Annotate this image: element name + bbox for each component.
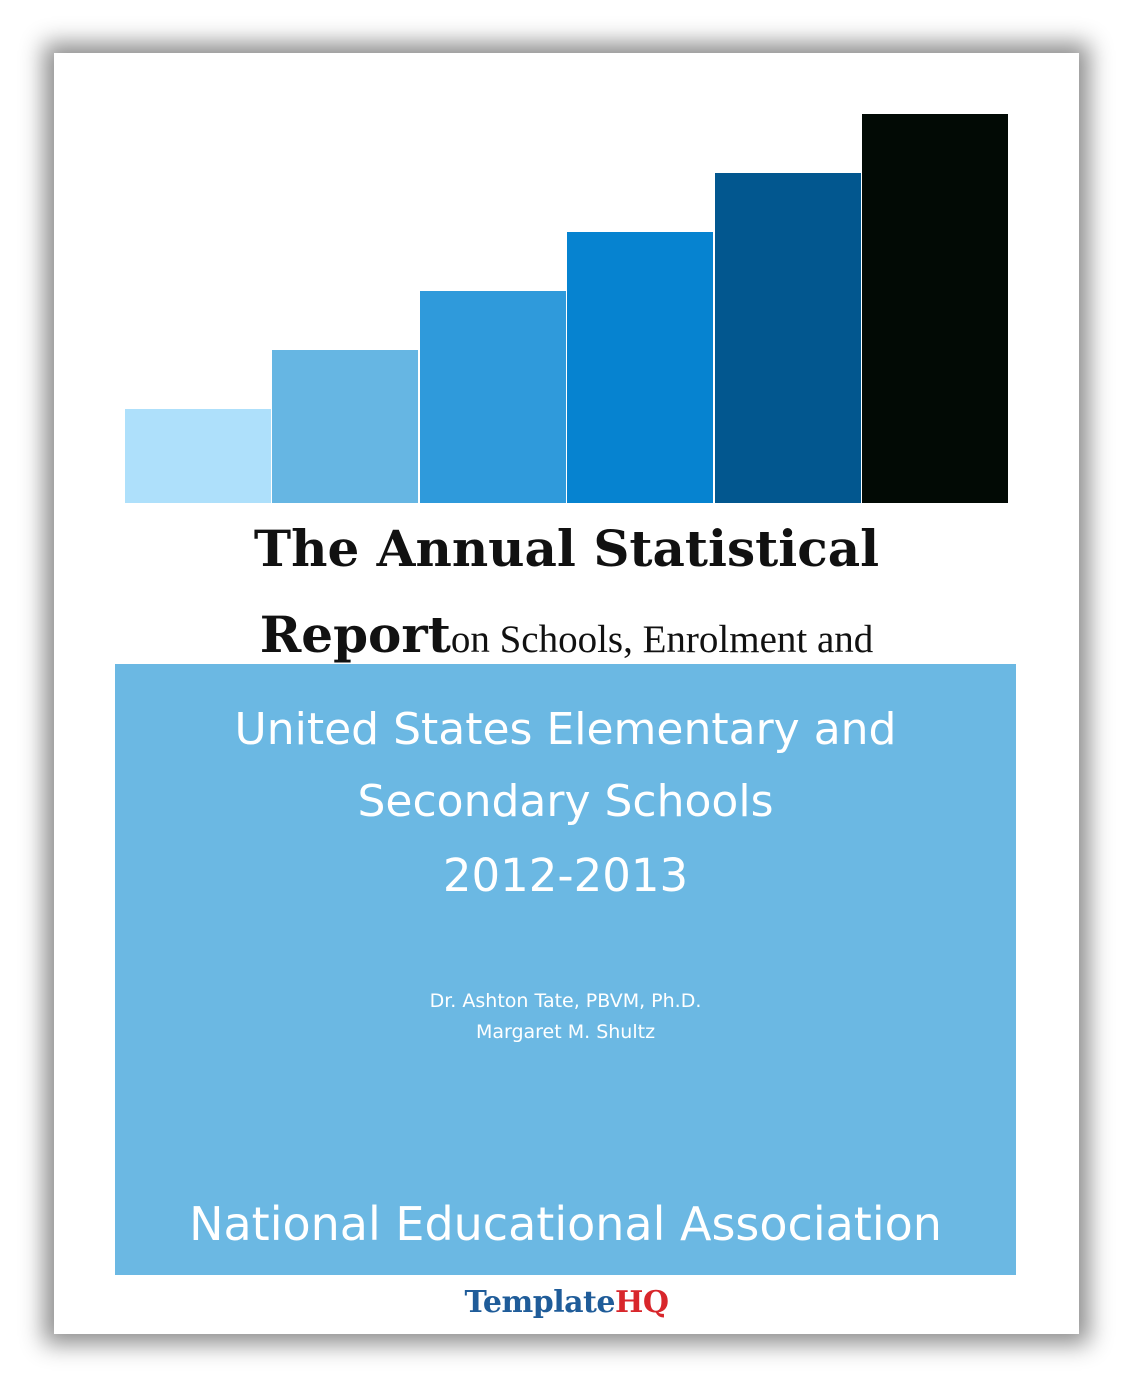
report-cover-page bbox=[54, 53, 1079, 1334]
report-title-line-1: The Annual Statistical bbox=[253, 519, 880, 578]
logo-text-template: Template bbox=[464, 1285, 615, 1320]
logo-text-hq: HQ bbox=[614, 1285, 669, 1320]
authors-block bbox=[115, 986, 1016, 1048]
templatehq-logo bbox=[54, 1281, 1079, 1325]
organization-name: National Educational Association bbox=[189, 1197, 942, 1251]
report-subtitle bbox=[115, 694, 1016, 838]
subtitle-line-1: United States Elementary and bbox=[234, 704, 897, 755]
cover-info-panel bbox=[115, 664, 1016, 1275]
subtitle-line-2: Secondary Schools bbox=[357, 776, 774, 827]
step-bar-2 bbox=[272, 350, 418, 503]
author-2: Margaret M. Shultz bbox=[475, 1021, 656, 1043]
step-bar-3 bbox=[420, 291, 566, 503]
step-bars-graphic bbox=[54, 53, 1079, 513]
step-bar-6 bbox=[862, 114, 1008, 503]
step-bar-4 bbox=[567, 232, 713, 503]
step-bar-5 bbox=[715, 173, 861, 503]
report-year: 2012-2013 bbox=[442, 849, 689, 902]
author-1: Dr. Ashton Tate, PBVM, Ph.D. bbox=[429, 990, 702, 1012]
report-title-report-word: Report bbox=[259, 605, 451, 664]
step-bar-1 bbox=[125, 409, 271, 503]
report-title-line-2-rest: on Schools, Enrolment and bbox=[450, 618, 874, 661]
